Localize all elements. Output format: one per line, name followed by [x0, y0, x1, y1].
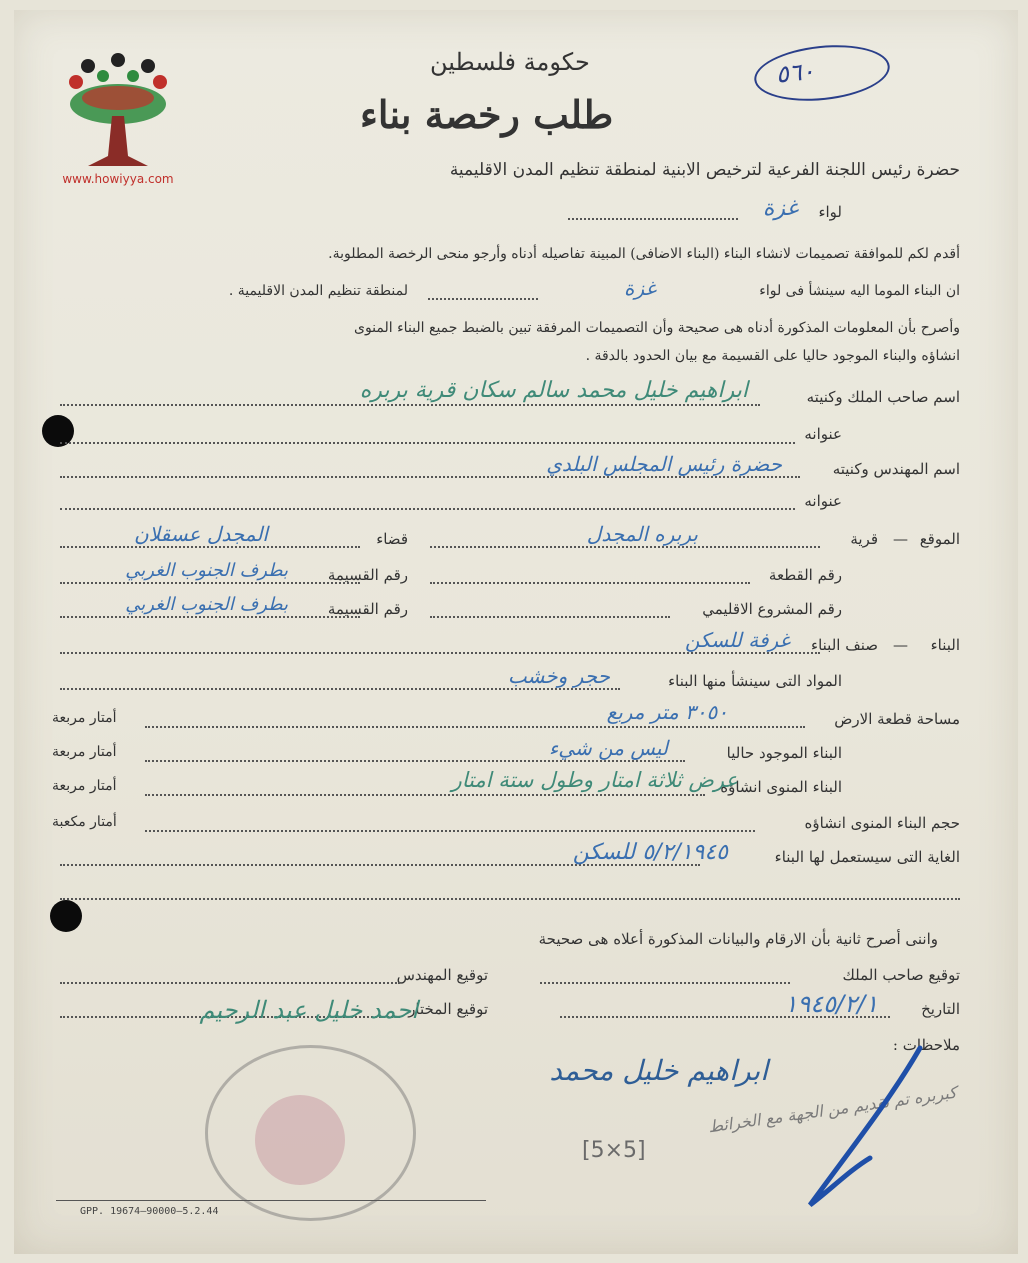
land-area-unit: أمتار مربعة [52, 710, 117, 726]
parcel2-dots [60, 616, 360, 618]
parcel2-label: رقم القسيمة [327, 600, 408, 618]
existing-building-dots [145, 760, 685, 762]
location-dots [428, 298, 538, 300]
building-type-dots [60, 652, 820, 654]
proposed-building-label: البناء المنوى انشاؤه [720, 778, 842, 796]
logo-website: www.howiyya.com [62, 172, 174, 186]
plot-dots [430, 582, 750, 584]
declaration-paragraph-line2: انشاؤه والبناء الموجود حاليا على القسيمة مع بيان الحدود بالدقة . [585, 348, 960, 364]
plot-label: رقم القطعة [768, 566, 842, 584]
purpose-dots-2 [60, 898, 960, 900]
qada-dots [60, 546, 360, 548]
district-value: غزة [762, 196, 798, 221]
land-area-value: ٣٠٥٠ متر مربع [606, 700, 728, 724]
reference-number: ٥٦٠ [774, 56, 816, 89]
village-dots [430, 546, 820, 548]
declaration-paragraph-line1: وأصرح بأن المعلومات المذكورة أدناه هى صحيحة وأن التصميمات المرفقة تبين بالضبط جميع البناء المنوى [353, 320, 960, 336]
mukhtar-signature-label: توقيع المختار [408, 1000, 488, 1018]
engineer-label: اسم المهندس وكنيته [832, 460, 960, 478]
district-dots [568, 218, 738, 220]
existing-building-unit: أمتار مربعة [52, 744, 117, 760]
building-type-label: صنف البناء [811, 636, 878, 654]
building-type-value: غرفة للسكن [685, 628, 790, 652]
box-mark: [5×5] [582, 1138, 646, 1163]
handwritten-note: كبربره تم تقديم من الجهة مع الخرائط [707, 1082, 959, 1137]
pen-stroke-mark [800, 1040, 940, 1220]
declaration-line: واننى أصرح ثانية بأن الارقام والبيانات المذكورة أعلاه هى صحيحة [538, 930, 938, 948]
notes-label: ملاحظات : [892, 1036, 960, 1054]
qada-value: المجدل عسقلان [133, 522, 268, 546]
government-heading: حكومة فلسطين [430, 48, 590, 76]
purpose-value: ٥/٢/١٩٤٥ للسكن [572, 840, 728, 865]
engineer-signature-label: توقيع المهندس [396, 966, 488, 984]
parcel-value: بطرف الجنوب الغربي [125, 560, 288, 581]
owner-address-label: عنوانه [804, 425, 842, 443]
location-label: الموقع [919, 530, 960, 548]
volume-label: حجم البناء المنوى انشاؤه [804, 814, 960, 832]
land-area-dots [145, 726, 805, 728]
village-value: بربره المجدل [586, 522, 698, 546]
district-label: لواء [818, 203, 842, 221]
proposed-building-unit: أمتار مربعة [52, 778, 117, 794]
mukhtar-signature-value: احمد خليل عبد الرحيم [199, 996, 418, 1024]
land-area-label: مساحة قطعة الارض [834, 710, 960, 728]
engineer-value: حضرة رئيس المجلس البلدي [546, 452, 782, 476]
owner-signature-label: توقيع صاحب الملك [842, 966, 960, 984]
building-label: البناء [930, 636, 960, 654]
addressee-line: حضرة رئيس اللجنة الفرعية لترخيص الابنية لمنطقة تنظيم المدن الاقليمية [449, 160, 960, 180]
punch-hole-bottom [50, 900, 82, 932]
proposed-building-dots [145, 794, 705, 796]
existing-building-value: ليس من شيء [548, 736, 668, 760]
printer-code: GPP. 19674—90000—5.2.44 [80, 1206, 219, 1217]
materials-dots [60, 688, 620, 690]
stamp-seal-icon [255, 1095, 345, 1185]
owner-address-dots [60, 442, 795, 444]
owner-value: ابراهيم خليل محمد سالم سكان قرية بربره [359, 378, 748, 403]
project-dots [430, 616, 670, 618]
parcel-label: رقم القسيمة [327, 566, 408, 584]
owner-dots [60, 404, 760, 406]
volume-dots [145, 830, 755, 832]
existing-building-label: البناء الموجود حاليا [726, 744, 842, 762]
signature-name: ابراهيم خليل محمد [549, 1054, 768, 1087]
engineer-dots [60, 476, 800, 478]
owner-label: اسم صاحب الملك وكنيته [806, 388, 960, 406]
location-paragraph-end: لمنطقة تنظيم المدن الاقليمية . [228, 283, 408, 299]
request-paragraph: أقدم لكم للموافقة تصميمات لانشاء البناء (البناء الاضافى) المبينة تفاصيله أدناه وأرجو منحى الرخصة المطلوبة. [328, 246, 960, 262]
parcel2-value: بطرف الجنوب الغربي [125, 594, 288, 615]
location-paragraph-value: غزة [624, 276, 656, 300]
materials-value: حجر وخشب [507, 664, 610, 688]
materials-label: المواد التى سينشأ منها البناء [668, 672, 842, 690]
qada-label: قضاء [376, 530, 408, 548]
location-paragraph-start: ان البناء الموما اليه سينشأ فى لواء [759, 283, 960, 299]
engineer-address-label: عنوانه [804, 492, 842, 510]
form-title: طلب رخصة بناء [360, 92, 614, 137]
village-label: قرية [850, 530, 878, 548]
tree-icon [69, 53, 167, 166]
engineer-address-dots [60, 508, 795, 510]
parcel-dots [60, 582, 360, 584]
engineer-signature-dots [60, 982, 400, 984]
date-value: ١٩٤٥/٢/١ [784, 990, 878, 1018]
owner-signature-dots [540, 982, 790, 984]
date-label: التاريخ [921, 1000, 960, 1018]
project-label: رقم المشروع الاقليمي [702, 600, 842, 618]
proposed-building-value: عرض ثلاثة امتار وطول ستة امتار [451, 768, 738, 792]
volume-unit: أمتار مكعبة [52, 814, 117, 830]
purpose-label: الغاية التى سيستعمل لها البناء [774, 848, 960, 866]
footer-rule [56, 1200, 486, 1201]
